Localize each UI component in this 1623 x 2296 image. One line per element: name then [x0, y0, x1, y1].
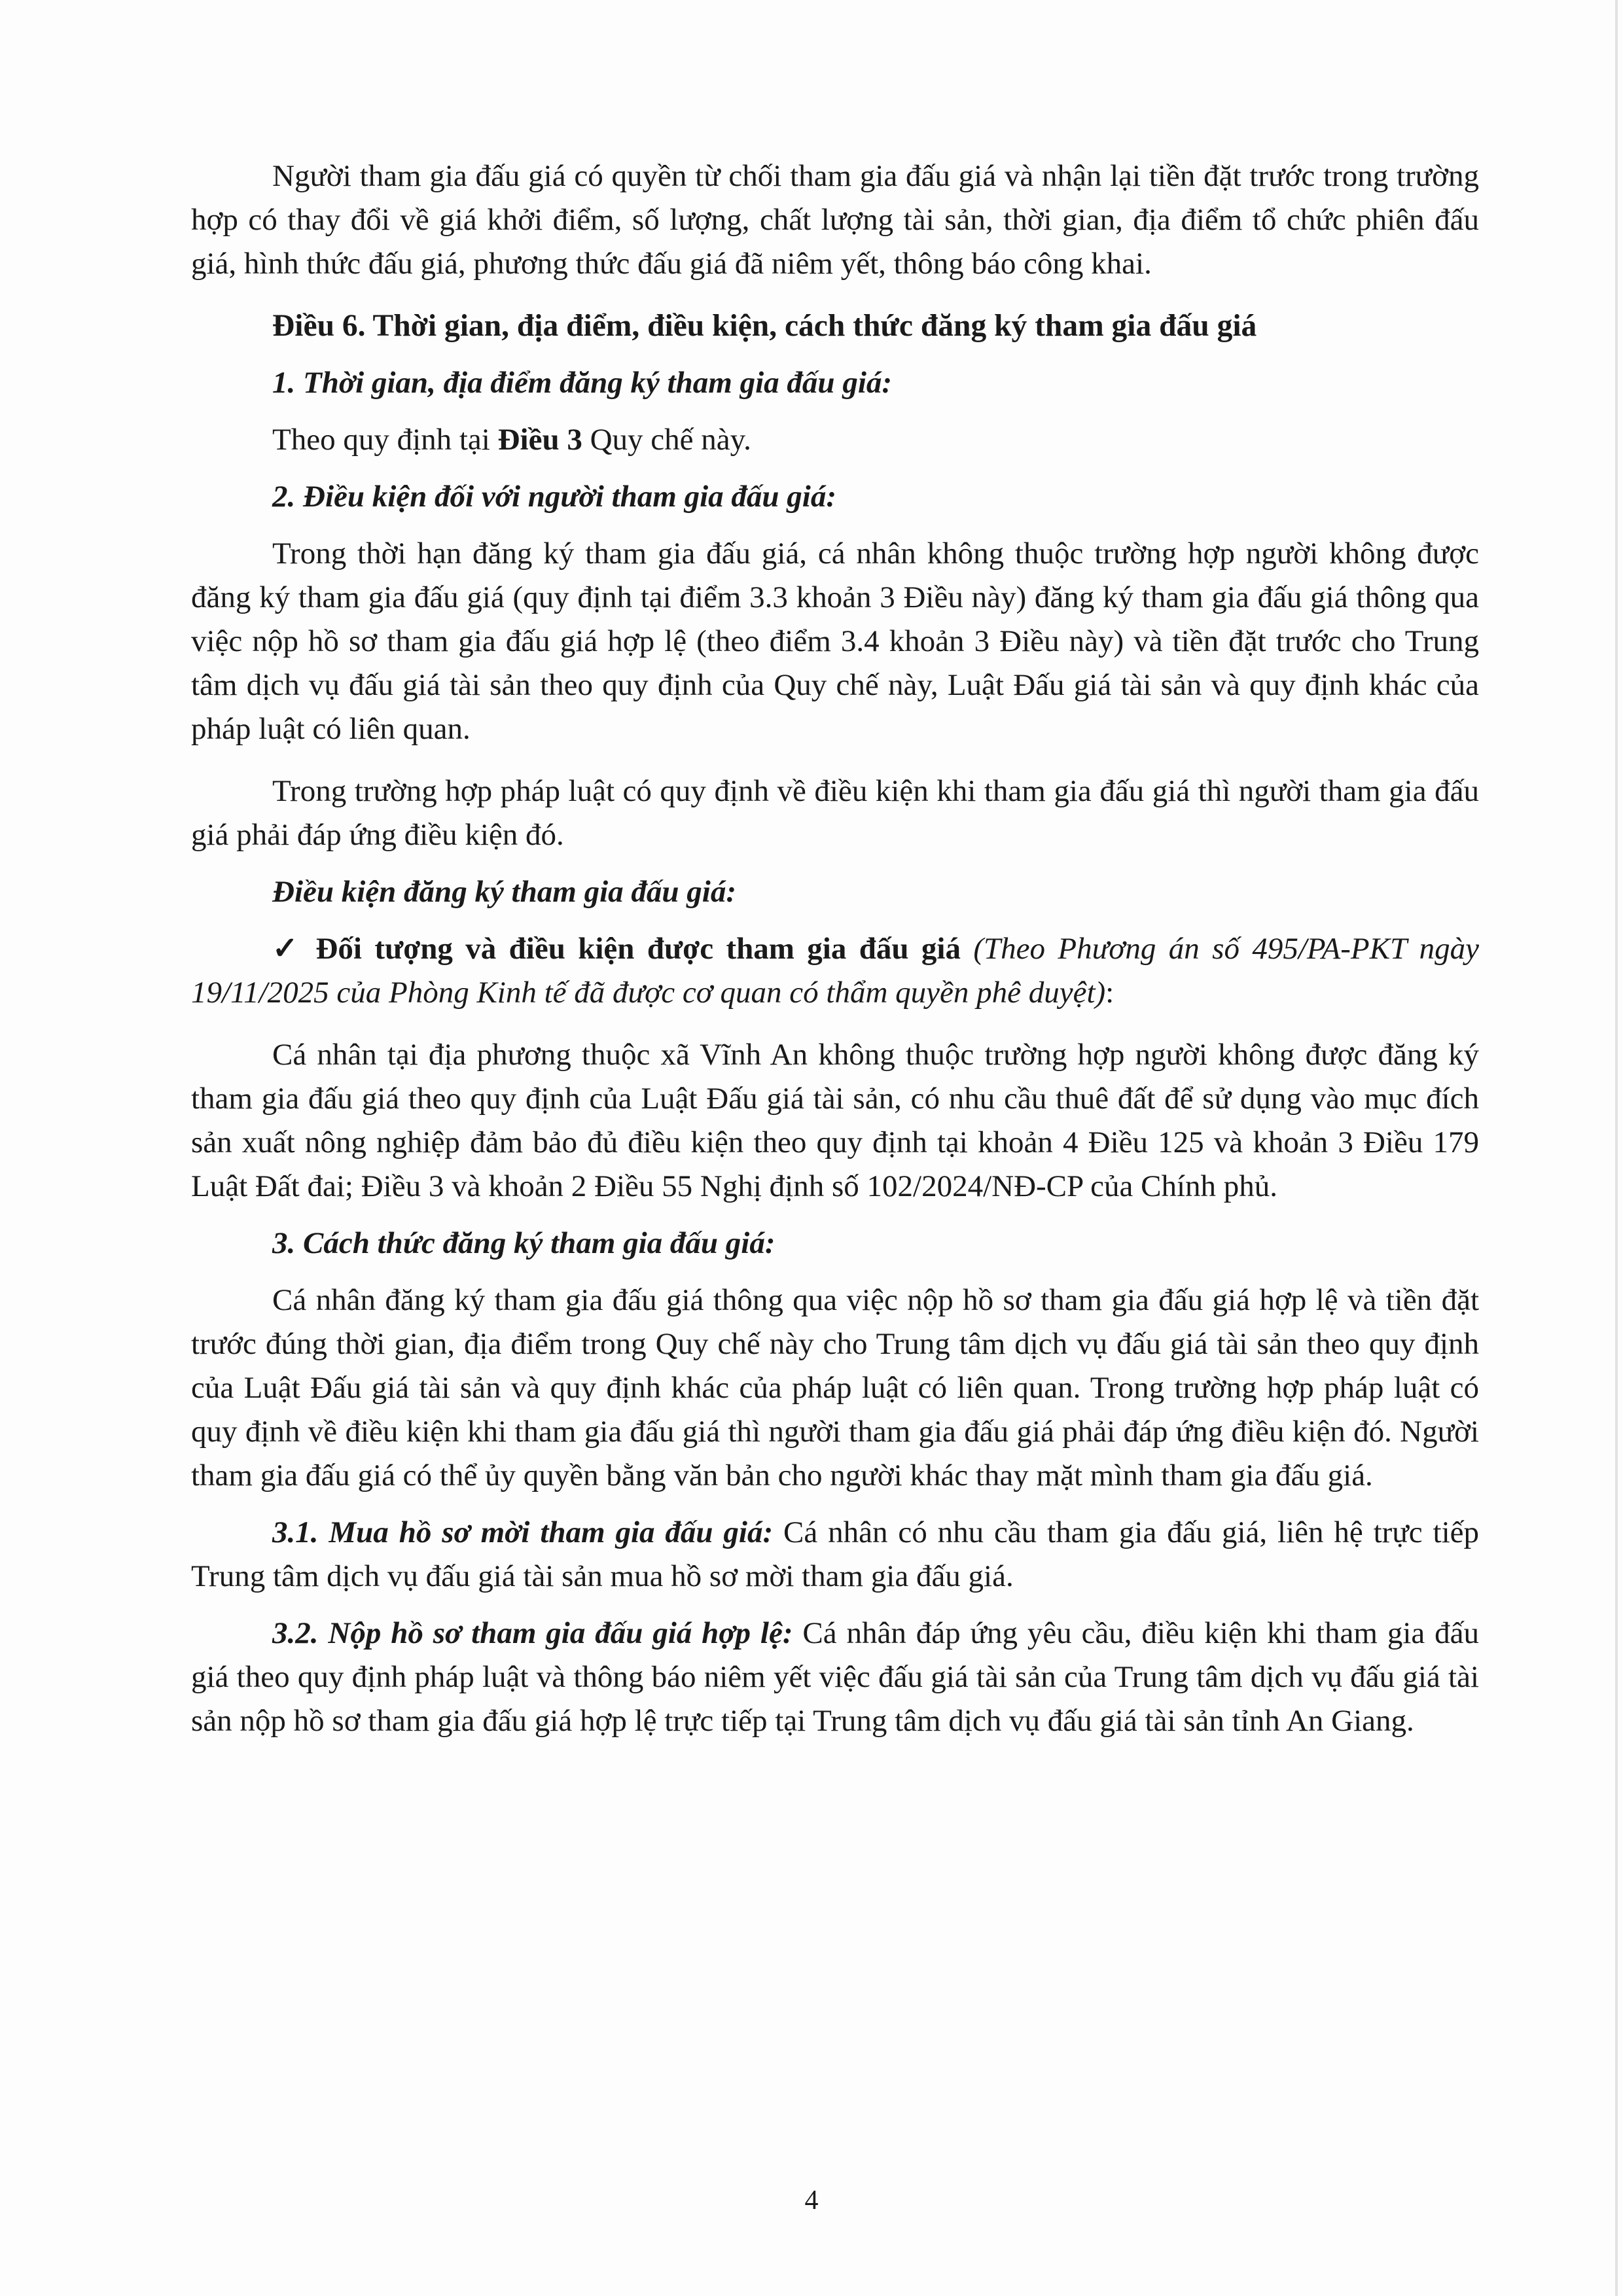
section-1-text [191, 418, 1479, 462]
conditions-heading: Điều kiện đăng ký tham gia đấu giá: [272, 875, 736, 909]
subsection-3-2 [191, 1612, 1479, 1743]
eligibility-paragraph: Cá nhân tại địa phương thuộc xã Vĩnh An không thuộc trường hợp người không được đăng ký tham gia đấu giá theo quy định của Luật Đấu giá tài sản, có nhu cầu thuê đất để sử dụng vào mục đích sản xuất nông nghiệp đảm bảo đủ điều kiện theo quy định tại khoản 4 Điều 125 và khoản 3 Điều 179 Luật Đất đai; Điều 3 và khoản 2 Điều 55 Nghị định số 102/2024/NĐ-CP của Chính phủ. [191, 1038, 1479, 1203]
section-1-text-before: Theo quy định tại [272, 423, 498, 457]
subsection-3-1 [191, 1511, 1479, 1598]
section-1-heading: 1. Thời gian, địa điểm đăng ký tham gia đấu giá: [272, 366, 893, 400]
article-6-heading: Điều 6. Thời gian, địa điểm, điều kiện, cách thức đăng ký tham gia đấu giá [272, 309, 1257, 343]
eligibility-colon: : [1105, 976, 1115, 1010]
checkmark-icon: ✓ [272, 932, 304, 966]
section-2-paragraph-1: Trong thời hạn đăng ký tham gia đấu giá, cá nhân không thuộc trường hợp người không được đăng ký tham gia đấu giá (quy định tại điểm 3.3 khoản 3 Điều này) đăng ký tham gia đấu giá thông qua việc nộp hồ sơ tham gia đấu giá hợp lệ (theo điểm 3.4 khoản 3 Điều này) và tiền đặt trước cho Trung tâm dịch vụ đấu giá tài sản theo quy định của Quy chế này, Luật Đấu giá tài sản và quy định khác của pháp luật có liên quan. [191, 537, 1479, 746]
section-2-heading: 2. Điều kiện đối với người tham gia đấu giá: [272, 480, 836, 514]
subsection-3-2-text: Cá nhân đáp ứng yêu cầu, điều kiện khi tham gia đấu giá theo quy định pháp luật và thông báo niêm yết việc đấu giá tài sản của Trung tâm dịch vụ đấu giá tài sản nộp hồ sơ tham gia đấu giá hợp lệ trực tiếp tại Trung tâm dịch vụ đấu giá tài sản tỉnh An Giang. [191, 1616, 1479, 1738]
document-body [191, 154, 1479, 1743]
eligibility-statement [191, 927, 1479, 1015]
section-1-article-ref: Điều 3 [497, 423, 582, 457]
eligibility-title: Đối tượng và điều kiện được tham gia đấu giá [315, 932, 961, 966]
eligibility-reference: (Theo Phương án số 495/PA-PKT ngày 19/11/2025 của Phòng Kinh tế đã được cơ quan có thẩm quyền phê duyệt) [191, 932, 1480, 1010]
subsection-3-2-label: 3.2. Nộp hồ sơ tham gia đấu giá hợp lệ: [272, 1616, 793, 1650]
intro-paragraph: Người tham gia đấu giá có quyền từ chối tham gia đấu giá và nhận lại tiền đặt trước trong trường hợp có thay đổi về giá khởi điểm, số lượng, chất lượng tài sản, thời gian, địa điểm tổ chức phiên đấu giá, hình thức đấu giá, phương thức đấu giá đã niêm yết, thông báo công khai. [191, 159, 1479, 281]
page-number: 4 [804, 2185, 819, 2216]
subsection-3-1-label: 3.1. Mua hồ sơ mời tham gia đấu giá: [272, 1515, 774, 1549]
section-3-paragraph: Cá nhân đăng ký tham gia đấu giá thông qua việc nộp hồ sơ tham gia đấu giá hợp lệ và tiền đặt trước đúng thời gian, địa điểm trong Quy chế này cho Trung tâm dịch vụ đấu giá tài sản theo quy định của Luật Đấu giá tài sản và quy định khác của pháp luật có liên quan. Trong trường hợp pháp luật có quy định về điều kiện khi tham gia đấu giá thì người tham gia đấu giá phải đáp ứng điều kiện đó. Người tham gia đấu giá có thể ủy quyền bằng văn bản cho người khác thay mặt mình tham gia đấu giá. [191, 1283, 1479, 1492]
scan-edge [1615, 0, 1618, 2296]
section-1-text-after: Quy chế này. [582, 423, 751, 457]
section-2-paragraph-2: Trong trường hợp pháp luật có quy định về điều kiện khi tham gia đấu giá thì người tham gia đấu giá phải đáp ứng điều kiện đó. [191, 774, 1479, 852]
section-3-heading: 3. Cách thức đăng ký tham gia đấu giá: [272, 1226, 776, 1260]
subsection-3-1-text: Cá nhân có nhu cầu tham gia đấu giá, liên hệ trực tiếp Trung tâm dịch vụ đấu giá tài sản mua hồ sơ mời tham gia đấu giá. [191, 1515, 1479, 1593]
